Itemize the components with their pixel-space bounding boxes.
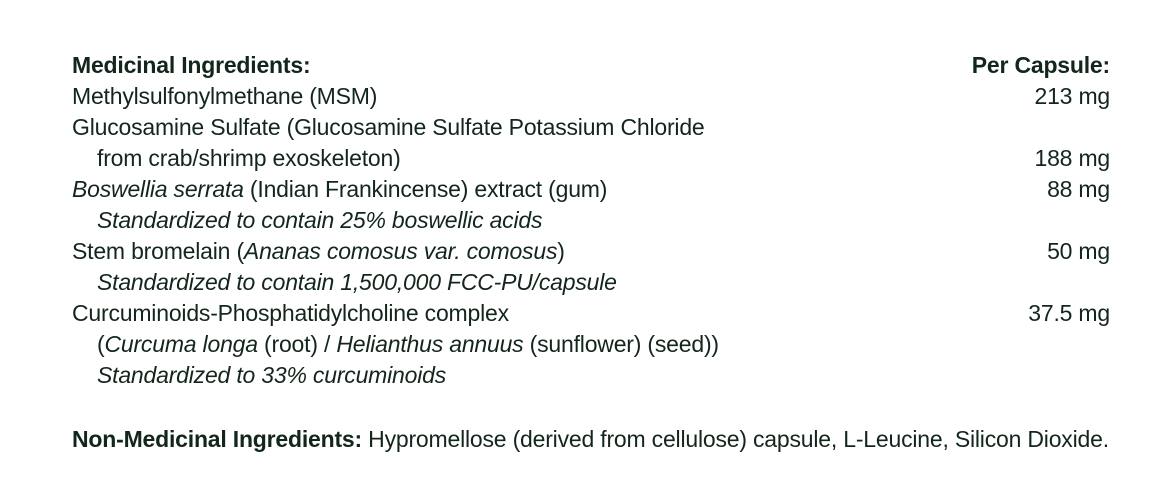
ingredient-name-segment: (Indian Frankincense) extract (gum): [243, 176, 608, 202]
ingredient-name: [72, 360, 1110, 391]
ingredients-header-row: [72, 50, 1110, 81]
ingredient-name: [72, 112, 1110, 143]
ingredient-amount: 50 mg: [1047, 238, 1110, 264]
ingredient-name-segment: Methylsulfonylmethane (MSM): [72, 83, 378, 109]
ingredient-name-segment: Curcuminoids-Phosphatidylcholine complex: [72, 300, 509, 326]
ingredient-row: [72, 298, 1110, 329]
ingredients-list: [72, 81, 1110, 391]
ingredient-row: [72, 329, 1110, 360]
ingredient-name: [72, 81, 1014, 112]
ingredient-row: [72, 174, 1110, 205]
ingredient-amount: 213 mg: [1034, 83, 1110, 109]
ingredient-row: [72, 81, 1110, 112]
ingredient-name-segment: Standardized to 33% curcuminoids: [97, 362, 447, 388]
ingredient-name-segment: ): [557, 238, 565, 264]
ingredient-row: [72, 112, 1110, 143]
ingredient-name-segment: Glucosamine Sulfate (Glucosamine Sulfate Potassium Chloride: [72, 114, 705, 140]
medicinal-ingredients-title: Medicinal Ingredients:: [72, 52, 311, 78]
ingredient-name-segment: (: [97, 331, 105, 357]
ingredient-row: [72, 360, 1110, 391]
ingredient-amount: 188 mg: [1034, 145, 1110, 171]
ingredient-name: [72, 329, 1110, 360]
ingredient-name-segment: Helianthus annuus: [336, 331, 524, 357]
ingredient-name-segment: Curcuma longa: [104, 331, 258, 357]
non-medicinal-ingredients-label: Non-Medicinal Ingredients:: [72, 426, 362, 452]
per-capsule-title: Per Capsule:: [971, 52, 1110, 78]
ingredient-amount: 88 mg: [1047, 176, 1110, 202]
ingredient-name-segment: (root) /: [257, 331, 337, 357]
ingredient-name-segment: Standardized to contain 1,500,000 FCC-PU/capsule: [97, 269, 617, 295]
ingredient-row: [72, 236, 1110, 267]
non-medicinal-ingredients-text: Hypromellose (derived from cellulose) capsule, L-Leucine, Silicon Dioxide.: [361, 426, 1109, 452]
ingredient-name: [72, 205, 1110, 236]
non-medicinal-ingredients: [72, 424, 1110, 455]
ingredient-name-segment: from crab/shrimp exoskeleton): [97, 145, 401, 171]
ingredient-name-segment: Standardized to contain 25% boswellic acids: [97, 207, 543, 233]
ingredient-name-segment: Boswellia serrata: [72, 176, 244, 202]
ingredient-row: [72, 205, 1110, 236]
ingredient-amount: 37.5 mg: [1028, 300, 1110, 326]
ingredient-name: [72, 267, 1110, 298]
ingredient-row: [72, 143, 1110, 174]
ingredient-name-segment: Ananas comosus var. comosus: [243, 238, 558, 264]
ingredient-name: [72, 298, 1008, 329]
ingredient-name: [72, 143, 1014, 174]
ingredient-row: [72, 267, 1110, 298]
ingredient-name-segment: (sunflower) (seed)): [523, 331, 719, 357]
ingredient-name: [72, 236, 1027, 267]
ingredient-name-segment: Stem bromelain (: [72, 238, 244, 264]
ingredient-name: [72, 174, 1027, 205]
